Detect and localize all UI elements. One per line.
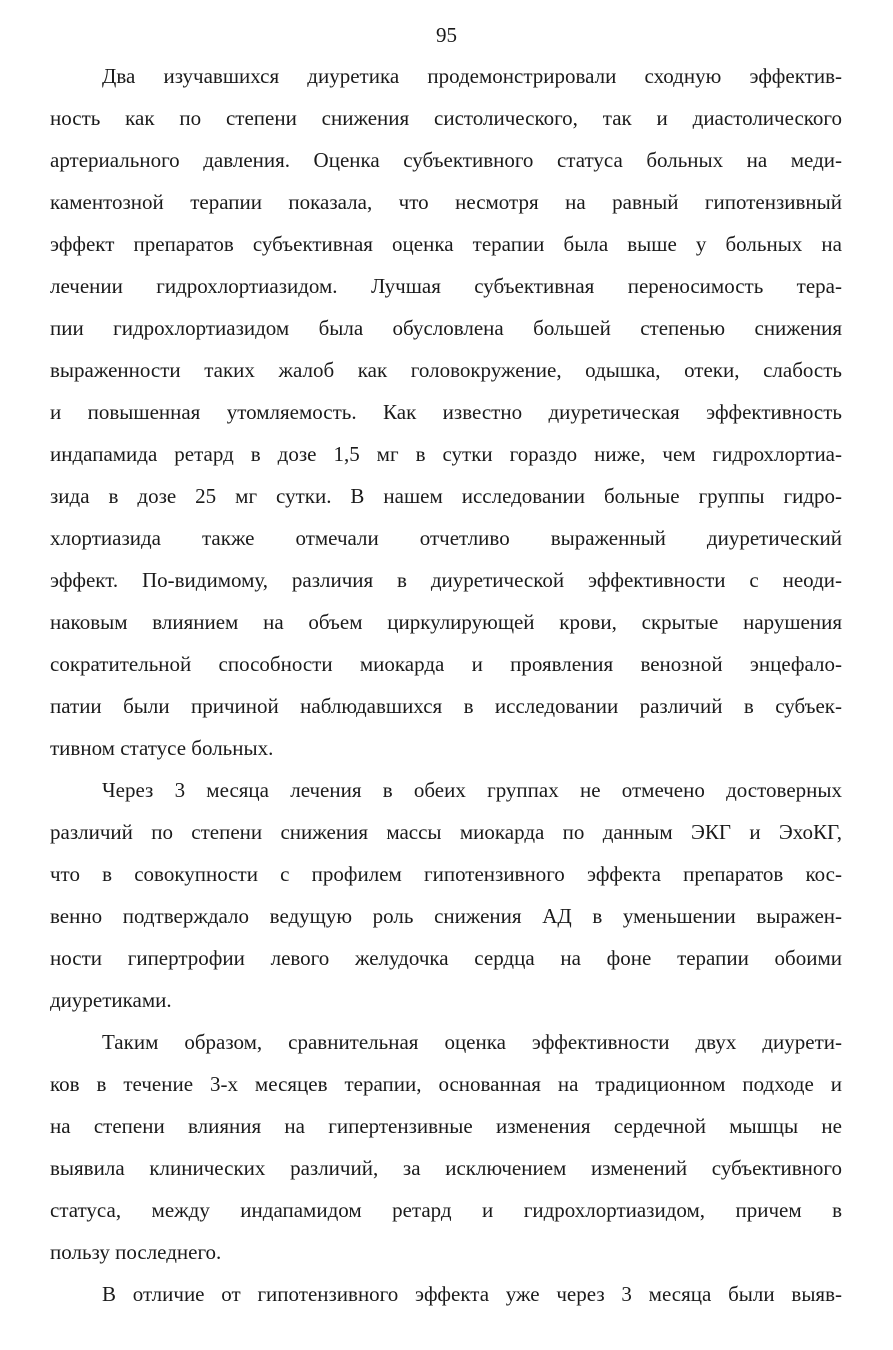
text-line: венно подтверждало ведущую роль снижения АД в уменьшении выражен- bbox=[50, 904, 842, 928]
text-line: эффект препаратов субъективная оценка терапии была выше у больных на bbox=[50, 232, 842, 256]
text-line: Два изучавшихся диуретика продемонстрировали сходную эффектив- bbox=[102, 64, 842, 88]
text-line: ности гипертрофии левого желудочка сердца на фоне терапии обоими bbox=[50, 946, 842, 970]
text-line: индапамида ретард в дозе 1,5 мг в сутки гораздо ниже, чем гидрохлортиа- bbox=[50, 442, 842, 466]
text-line: ков в течение 3-х месяцев терапии, основанная на традиционном подходе и bbox=[50, 1072, 842, 1096]
text-line: артериального давления. Оценка субъективного статуса больных на меди- bbox=[50, 148, 842, 172]
page-number: 95 bbox=[436, 23, 457, 47]
text-line: зида в дозе 25 мг сутки. В нашем исследовании больные группы гидро- bbox=[50, 484, 842, 508]
text-line: выявила клинических различий, за исключением изменений субъективного bbox=[50, 1156, 842, 1180]
text-line: ность как по степени снижения систолического, так и диастолического bbox=[50, 106, 842, 130]
text-line: хлортиазида также отмечали отчетливо выраженный диуретический bbox=[50, 526, 842, 550]
text-line: различий по степени снижения массы миокарда по данным ЭКГ и ЭхоКГ, bbox=[50, 820, 842, 844]
text-line: Таким образом, сравнительная оценка эффективности двух диурети- bbox=[102, 1030, 842, 1054]
text-line: статуса, между индапамидом ретард и гидрохлортиазидом, причем в bbox=[50, 1198, 842, 1222]
text-line: патии были причиной наблюдавшихся в исследовании различий в субъек- bbox=[50, 694, 842, 718]
text-line: эффект. По-видимому, различия в диуретической эффективности с неоди- bbox=[50, 568, 842, 592]
text-line: и повышенная утомляемость. Как известно диуретическая эффективность bbox=[50, 400, 842, 424]
text-line: пии гидрохлортиазидом была обусловлена большей степенью снижения bbox=[50, 316, 842, 340]
text-line: тивном статусе больных. bbox=[50, 736, 274, 760]
text-line: каментозной терапии показала, что несмотря на равный гипотензивный bbox=[50, 190, 842, 214]
text-line: пользу последнего. bbox=[50, 1240, 222, 1264]
text-line: В отличие от гипотензивного эффекта уже через 3 месяца были выяв- bbox=[102, 1282, 842, 1306]
text-line: наковым влиянием на объем циркулирующей крови, скрытые нарушения bbox=[50, 610, 842, 634]
text-line: на степени влияния на гипертензивные изменения сердечной мышцы не bbox=[50, 1114, 842, 1138]
text-line: диуретиками. bbox=[50, 988, 172, 1012]
text-line: выраженности таких жалоб как головокружение, одышка, отеки, слабость bbox=[50, 358, 842, 382]
text-line: что в совокупности с профилем гипотензивного эффекта препаратов кос- bbox=[50, 862, 842, 886]
text-line: сократительной способности миокарда и проявления венозной энцефало- bbox=[50, 652, 842, 676]
text-line: Через 3 месяца лечения в обеих группах не отмечено достоверных bbox=[102, 778, 842, 802]
text-line: лечении гидрохлортиазидом. Лучшая субъективная переносимость тера- bbox=[50, 274, 842, 298]
